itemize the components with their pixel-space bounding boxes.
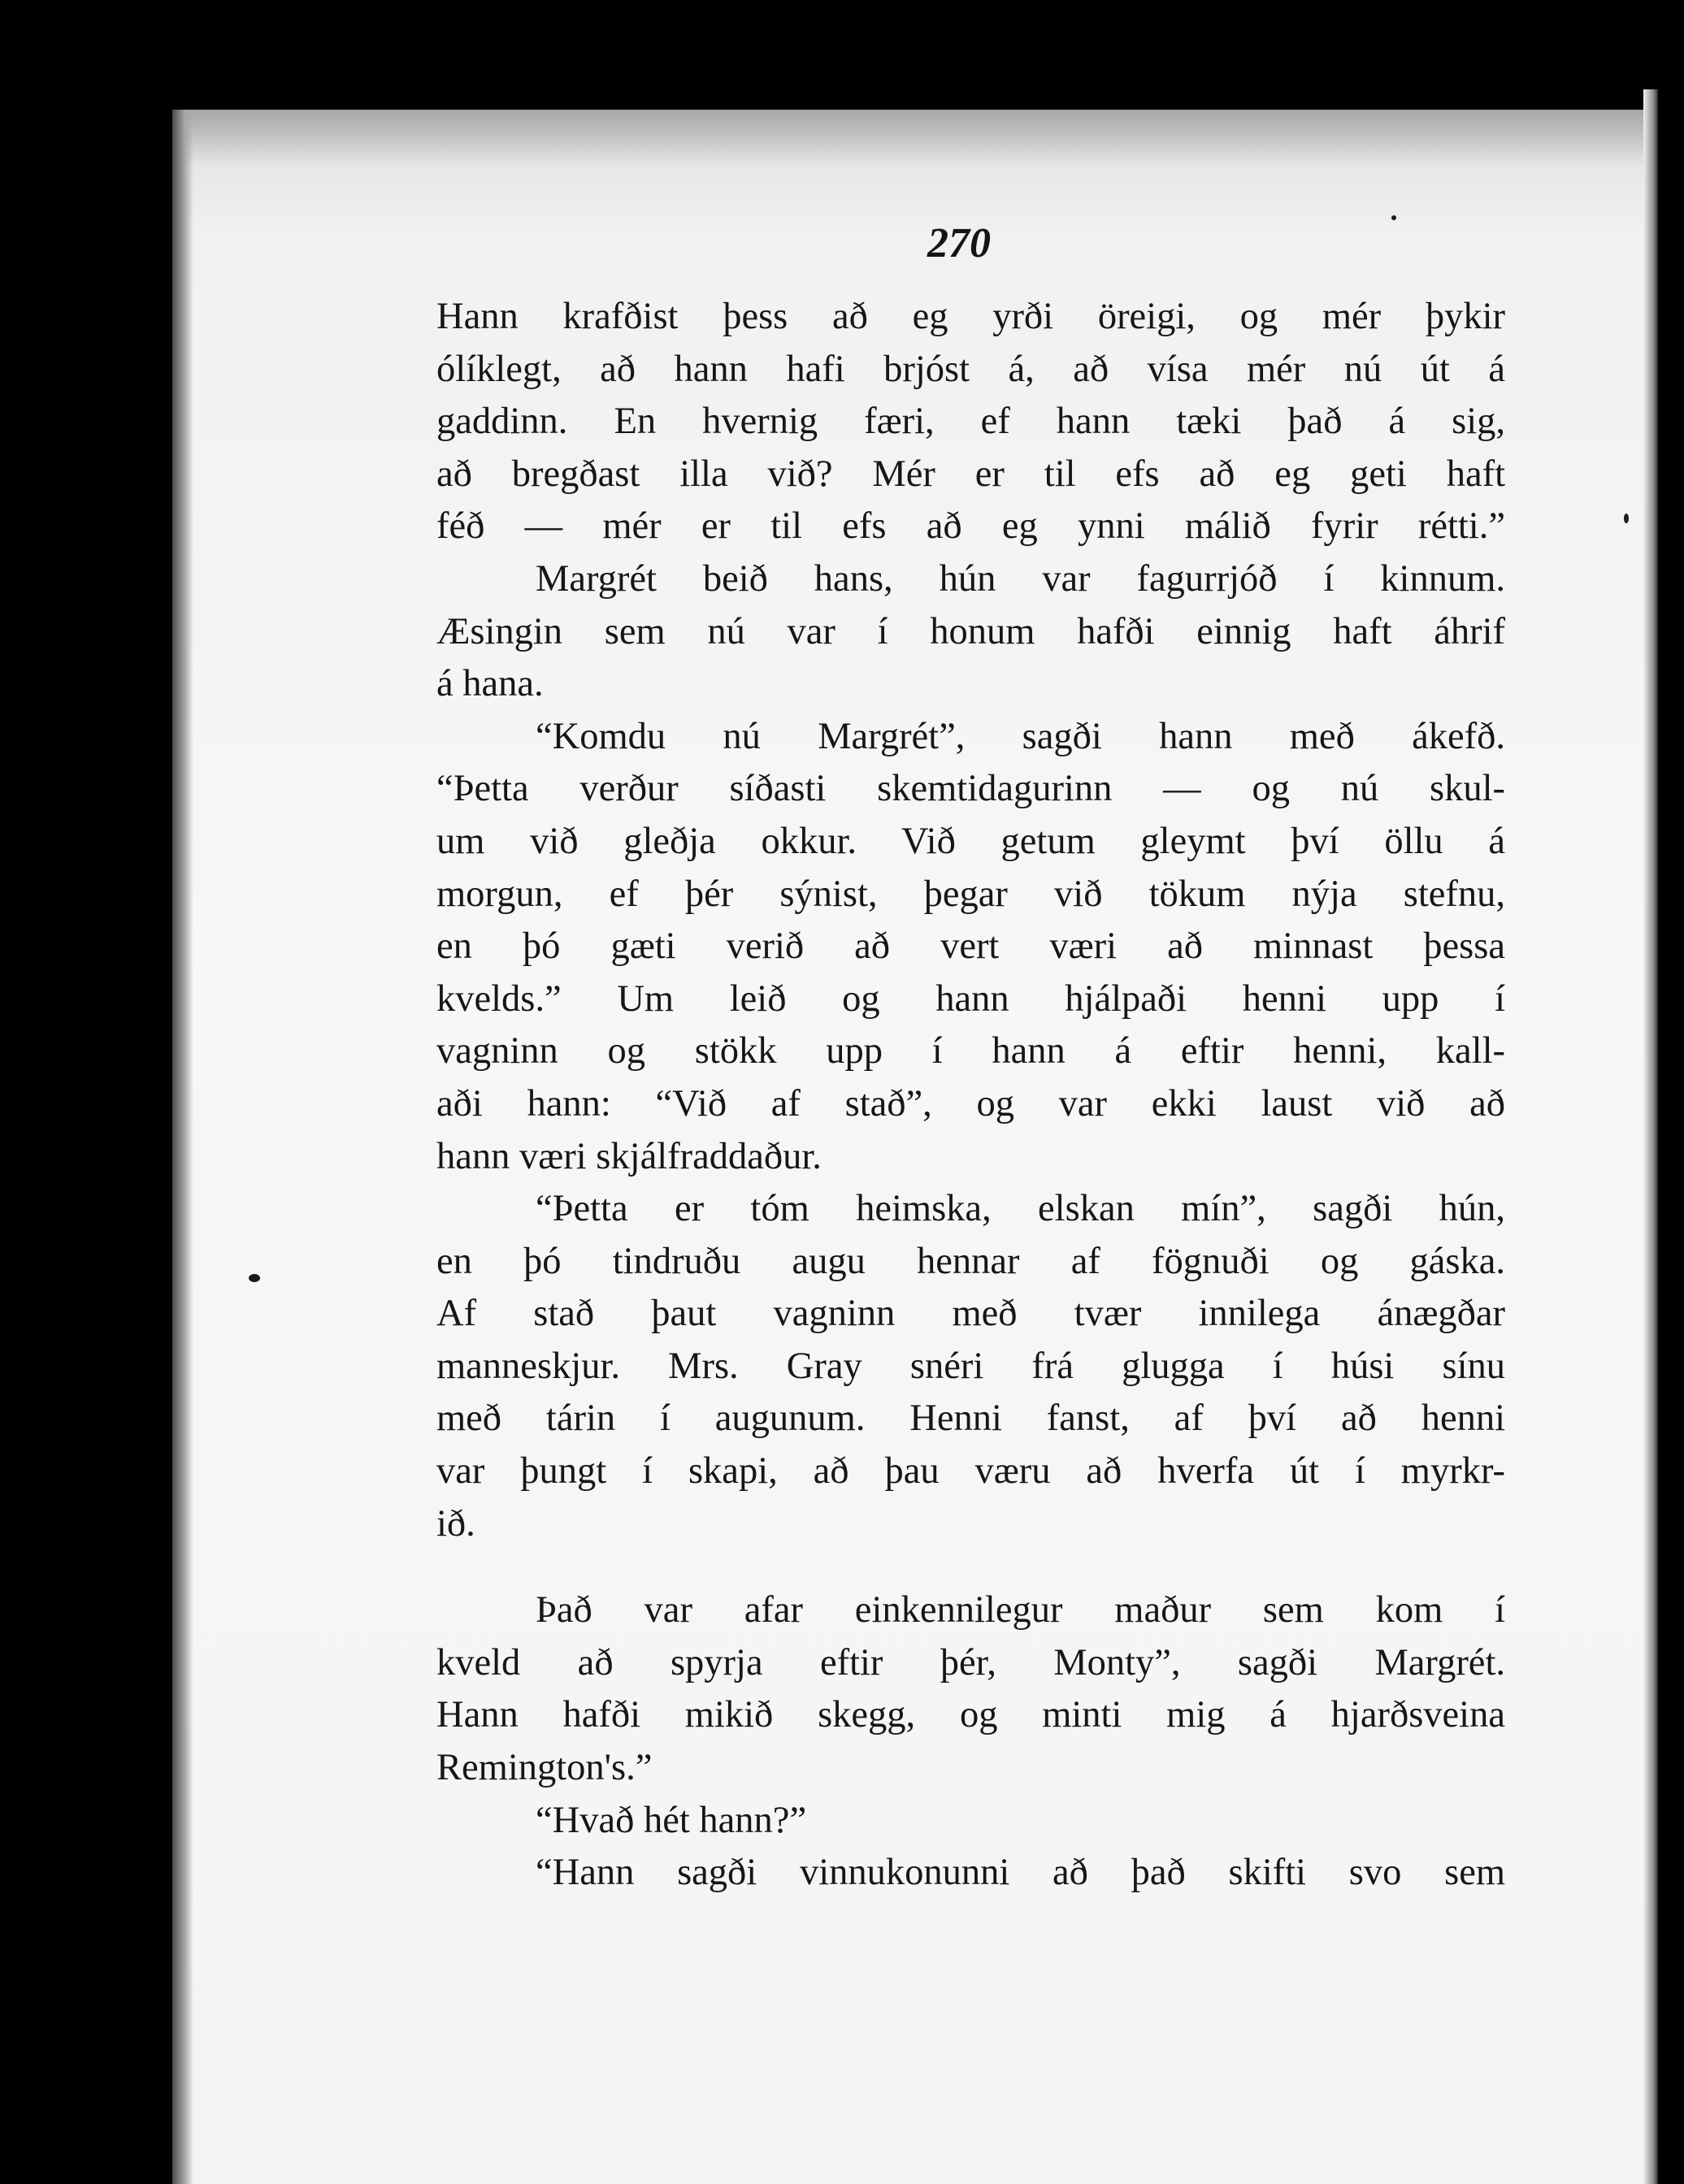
text-line: aði hann: “Við af stað”, og var ekki laust við að bbox=[436, 1082, 1505, 1124]
text-line: var þungt í skapi, að þau væru að hverfa út í myrkr- bbox=[436, 1450, 1505, 1493]
text-line: morgun, ef þér sýnist, þegar við tökum nýja stefnu, bbox=[436, 873, 1505, 915]
text-line: um við gleðja okkur. Við getum gleymt því öllu á bbox=[436, 820, 1505, 862]
text-line: en þó tindruðu augu hennar af fögnuði og gáska. bbox=[436, 1240, 1505, 1282]
text-line: með tárin í augunum. Henni fanst, af því að henni bbox=[436, 1398, 1505, 1440]
text-line: að bregðast illa við? Mér er til efs að eg geti haft bbox=[436, 453, 1505, 495]
text-line: “Þetta verður síðasti skemtidagurinn — og nú skul- bbox=[436, 768, 1505, 810]
text-line: vagninn og stökk upp í hann á eftir henni, kall- bbox=[436, 1030, 1505, 1072]
body-text bbox=[436, 291, 1505, 1900]
text-line: Af stað þaut vagninn með tvær innilega ánægðar bbox=[436, 1293, 1505, 1335]
text-line: kvelds.” Um leið og hann hjálpaði henni upp í bbox=[436, 977, 1505, 1020]
text-line: “Hann sagði vinnukonunni að það skifti svo sem bbox=[536, 1852, 1505, 1894]
text-line: ólíklegt, að hann hafi brjóst á, að vísa mér nú út á bbox=[436, 348, 1505, 390]
page-number: 270 bbox=[927, 220, 991, 266]
text-line: Æsingin sem nú var í honum hafði einnig haft áhrif bbox=[436, 610, 1505, 652]
text-line: kveld að spyrja eftir þér, Monty”, sagði Margrét. bbox=[436, 1641, 1505, 1684]
text-line: en þó gæti verið að vert væri að minnast þessa bbox=[436, 925, 1505, 968]
page-gutter-shadow bbox=[172, 110, 193, 2184]
page-top-shadow bbox=[172, 110, 1658, 167]
text-line: “Hvað hét hann?” bbox=[536, 1799, 807, 1841]
paragraph-gap bbox=[436, 1550, 1505, 1584]
text-line: á hana. bbox=[436, 663, 544, 705]
text-line: Hann krafðist þess að eg yrði öreigi, og mér þykir bbox=[436, 296, 1505, 337]
dust-speck bbox=[249, 1274, 260, 1282]
text-line: manneskjur. Mrs. Gray snéri frá glugga í húsi sínu bbox=[436, 1345, 1505, 1387]
text-line: Margrét beið hans, hún var fagurrjóð í kinnum. bbox=[536, 557, 1505, 600]
text-line: ið. bbox=[436, 1502, 475, 1545]
text-line: “Þetta er tóm heimska, elskan mín”, sagði hún, bbox=[536, 1188, 1505, 1230]
text-line: “Komdu nú Margrét”, sagði hann með ákefð. bbox=[536, 715, 1505, 757]
dust-speck bbox=[1624, 514, 1629, 523]
text-line: Það var afar einkennilegur maður sem kom í bbox=[536, 1589, 1505, 1632]
text-line: Remington's.” bbox=[436, 1747, 653, 1789]
text-line: gaddinn. En hvernig færi, ef hann tæki það á sig, bbox=[436, 401, 1505, 443]
text-line: féð — mér er til efs að eg ynni málið fyrir rétti.” bbox=[436, 505, 1505, 548]
page-right-edge bbox=[1643, 89, 1658, 2184]
text-line: hann væri skjálfraddaður. bbox=[436, 1135, 822, 1177]
text-line: Hann hafði mikið skegg, og minti mig á hjarðsveina bbox=[436, 1694, 1505, 1736]
dust-speck bbox=[1391, 215, 1396, 220]
